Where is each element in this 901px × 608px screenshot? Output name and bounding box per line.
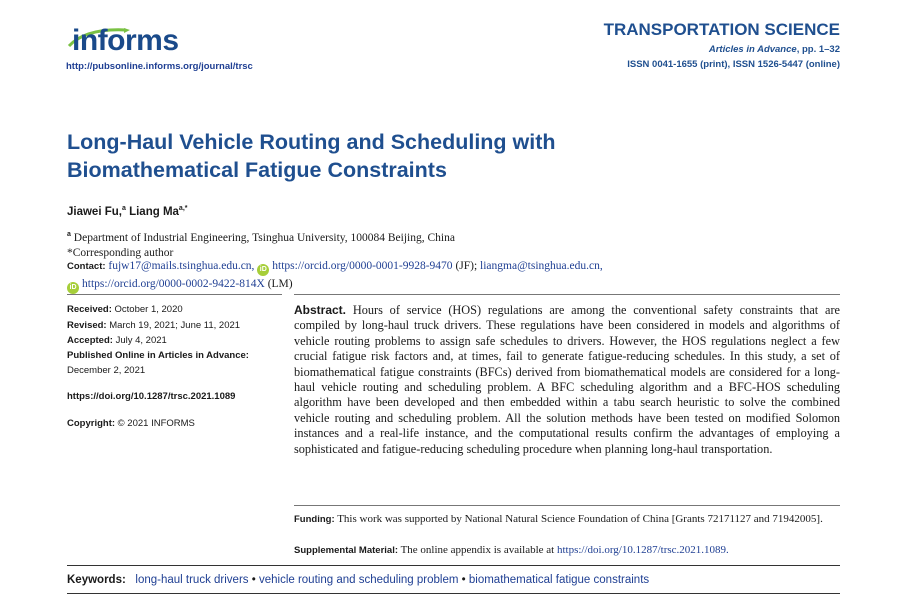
- revised: [67, 318, 282, 333]
- copyright-label: Copyright:: [67, 418, 116, 429]
- journal-name: TRANSPORTATION SCIENCE: [603, 20, 840, 39]
- author-2-sup: a,*: [178, 205, 188, 212]
- accepted-date: July 4, 2021: [115, 335, 167, 346]
- keyword[interactable]: biomathematical fatigue constraints: [468, 574, 650, 586]
- title-line-2: Biomathematical Fatigue Constraints: [67, 158, 447, 182]
- orcid-2-suffix: (LM): [264, 278, 293, 290]
- funding: [294, 511, 840, 528]
- page-range: , pp. 1–32: [796, 44, 840, 55]
- received-label: Received:: [67, 304, 112, 315]
- author-1-sup: a: [121, 205, 126, 212]
- title-line-1: Long-Haul Vehicle Routing and Scheduling with: [67, 130, 556, 154]
- copyright-text: © 2021 INFORMS: [117, 418, 195, 429]
- supp-link[interactable]: https://doi.org/10.1287/trsc.2021.1089.: [556, 544, 729, 556]
- corresponding-note: *Corresponding author: [67, 246, 174, 259]
- affil-sup: a: [67, 231, 71, 238]
- received-date: October 1, 2020: [114, 304, 183, 315]
- author-1: Jiawei Fu,: [67, 205, 122, 218]
- pages-line: [709, 44, 840, 55]
- doi-link[interactable]: https://doi.org/10.1287/trsc.2021.1089: [67, 391, 236, 402]
- published-date: December 2, 2021: [67, 365, 146, 376]
- accepted: [67, 333, 282, 348]
- contact: [67, 258, 847, 294]
- issn-line: ISSN 0041-1655 (print), ISSN 1526-5447 (online): [627, 59, 840, 70]
- orcid-2-link[interactable]: https://orcid.org/0000-0002-9422-814X: [82, 278, 265, 290]
- abstract-text: Hours of service (HOS) regulations are among the conventional safety constraints that are compiled by long-haul truck drivers. These regulations have been considered in models and algorithms of vehicle routing problems to assign safe schedules to drivers. However, the HOS regulations neglect a few crucial fatigue risk factors and, at times, fail to generate fatigue-reducing schedules. In this study, a set of biomathematical fatigue constraints (BFCs) derived from biomathematical models are considered for a long-haul vehicle routing and scheduling problem. A BFC scheduling algorithm and a BFC-HOS scheduling algorithm have been developed and then embedded within a tabu search heuristic to solve the combined vehicle routing and scheduling problem. All the solution methods have been tested on modified Solomon instances and a real-life instance, and the computational results confirm the advantages of employing a sophisticated and fatigue-reducing scheduling procedure when planning long-haul transportation.: [294, 303, 840, 456]
- orcid-icon: iD: [257, 264, 269, 276]
- abstract: [294, 303, 840, 457]
- received: [67, 302, 282, 317]
- email-1-link[interactable]: fujw17@mails.tsinghua.edu.cn,: [108, 260, 255, 272]
- abstract-divider: [294, 294, 840, 295]
- advance-label: Articles in Advance: [708, 44, 797, 55]
- keywords-top-divider: [67, 565, 840, 566]
- email-2-link[interactable]: liangma@tsinghua.edu.cn,: [480, 260, 603, 272]
- supp-label: Supplemental Material:: [294, 545, 398, 556]
- funding-divider: [294, 505, 840, 506]
- keyword[interactable]: long-haul truck drivers: [135, 574, 249, 586]
- orcid-1-link[interactable]: https://orcid.org/0000-0001-9928-9470: [272, 260, 453, 272]
- funding-text: This work was supported by National Natural Science Foundation of China [Grants 72171127 and 71942005].: [337, 513, 823, 525]
- history-divider: [67, 294, 282, 295]
- published-label: Published Online in Articles in Advance:: [67, 350, 249, 361]
- keywords-bottom-divider: [67, 593, 840, 594]
- logo-text: informs: [72, 24, 179, 57]
- keyword-separator: •: [251, 574, 256, 586]
- affiliations: [67, 227, 455, 261]
- authors: [67, 205, 187, 218]
- keyword-separator: •: [461, 574, 466, 586]
- keywords: [67, 574, 847, 586]
- keyword[interactable]: vehicle routing and scheduling problem: [258, 574, 459, 586]
- revised-label: Revised:: [67, 320, 107, 331]
- orcid-1-suffix: (JF);: [452, 260, 478, 272]
- affiliation: Department of Industrial Engineering, Tsinghua University, 100084 Beijing, China: [73, 231, 455, 244]
- journal-url-link[interactable]: http://pubsonline.informs.org/journal/trsc: [66, 61, 253, 72]
- abstract-label: Abstract.: [294, 303, 347, 317]
- orcid-icon: iD: [67, 282, 79, 294]
- keywords-label: Keywords:: [67, 574, 126, 586]
- author-2: Liang Ma: [129, 205, 179, 218]
- supp-text: The online appendix is available at: [400, 544, 555, 556]
- supplemental-material: [294, 542, 840, 559]
- contact-label: Contact:: [67, 261, 106, 272]
- accepted-label: Accepted:: [67, 335, 113, 346]
- informs-logo: [66, 22, 196, 56]
- article-title: [67, 128, 767, 184]
- funding-label: Funding:: [294, 514, 335, 525]
- published: [67, 348, 282, 378]
- copyright: [67, 416, 282, 431]
- revised-date: March 19, 2021; June 11, 2021: [109, 320, 241, 331]
